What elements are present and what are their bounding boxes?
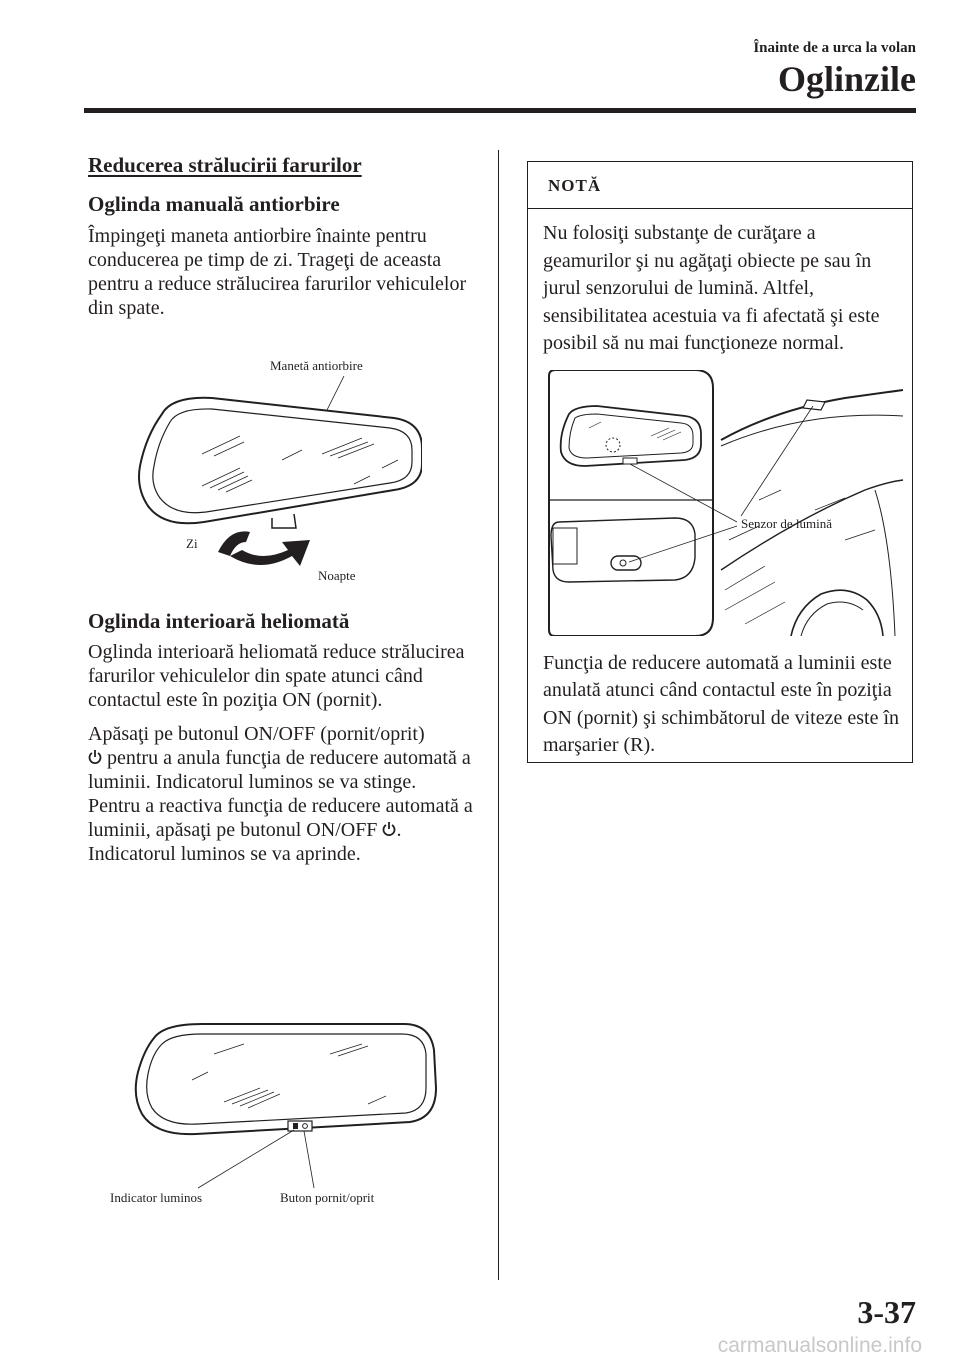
note-text-1: Nu folosiţi substanţe de curăţare a geamurilor şi nu agăţaţi obiecte pe sau în jurul senzorului de lumină. Altfel, sensibilitatea acestuia va fi afectată şi este posibil să nu mai funcţioneze normal.: [543, 222, 880, 354]
watermark: carmanualsonline.info: [717, 1334, 922, 1357]
indicator-label: Indicator luminos: [110, 1190, 203, 1205]
note-heading: NOTĂ: [528, 162, 912, 209]
light-sensor-label: Senzor de lumină: [741, 515, 832, 531]
chapter-title: Oglinzile: [778, 59, 916, 99]
light-sensor-figure: [545, 370, 905, 636]
note-text-2: Funcţia de reducere automată a luminii este anulată atunci când contactul este în poziţia ON (pornit) şi schimbătorul de viteze este în marşarier (R).: [543, 651, 900, 756]
auto-mirror-text-2b: pentru a anula funcţia de reducere automată a luminii. Indicatorul luminos se va stinge.: [88, 746, 471, 793]
auto-mirror-figure: [104, 1010, 448, 1210]
auto-mirror-title: Oglinda interioară heliomată: [88, 608, 350, 633]
note-box: [527, 161, 913, 763]
lever-label: Manetă antiorbire: [270, 357, 363, 373]
power-icon: [382, 821, 396, 837]
night-label: Noapte: [318, 567, 356, 583]
header-rule: [84, 108, 916, 113]
manual-mirror-text: Împingeţi maneta antiorbire înainte pentru conducerea pe timp de zi. Trageţi de aceasta pentru a reduce strălucirea farurilor vehiculelor din spate.: [88, 224, 467, 319]
power-icon: [88, 749, 102, 765]
page-number: 3-37: [857, 1294, 916, 1330]
auto-mirror-text-2: [88, 722, 484, 794]
column-divider: [498, 150, 499, 1280]
auto-mirror-text-3b: . Indicatorul luminos se va aprinde.: [88, 818, 402, 865]
on-off-button-label: Buton pornit/oprit: [280, 1190, 375, 1205]
auto-mirror-text-3a: Pentru a reactiva funcţia de reducere automată a luminii, apăsaţi pe butonul ON/OFF: [88, 794, 473, 841]
manual-mirror-figure: [132, 356, 422, 588]
auto-mirror-text-1: Oglinda interioară heliomată reduce strălucirea farurilor vehiculelor din spate atunci când contactul este în poziţia ON (pornit).: [88, 640, 465, 711]
day-label: Zi: [186, 535, 198, 551]
left-column: [88, 152, 484, 866]
chapter-subtitle: Înainte de a urca la volan: [753, 40, 916, 56]
auto-mirror-text-2a: Apăsaţi pe butonul ON/OFF (pornit/oprit): [88, 722, 425, 745]
auto-mirror-text-3: [88, 794, 484, 866]
section-title: Reducerea strălucirii farurilor: [88, 153, 362, 177]
manual-mirror-title: Oglinda manuală antiorbire: [88, 192, 340, 217]
